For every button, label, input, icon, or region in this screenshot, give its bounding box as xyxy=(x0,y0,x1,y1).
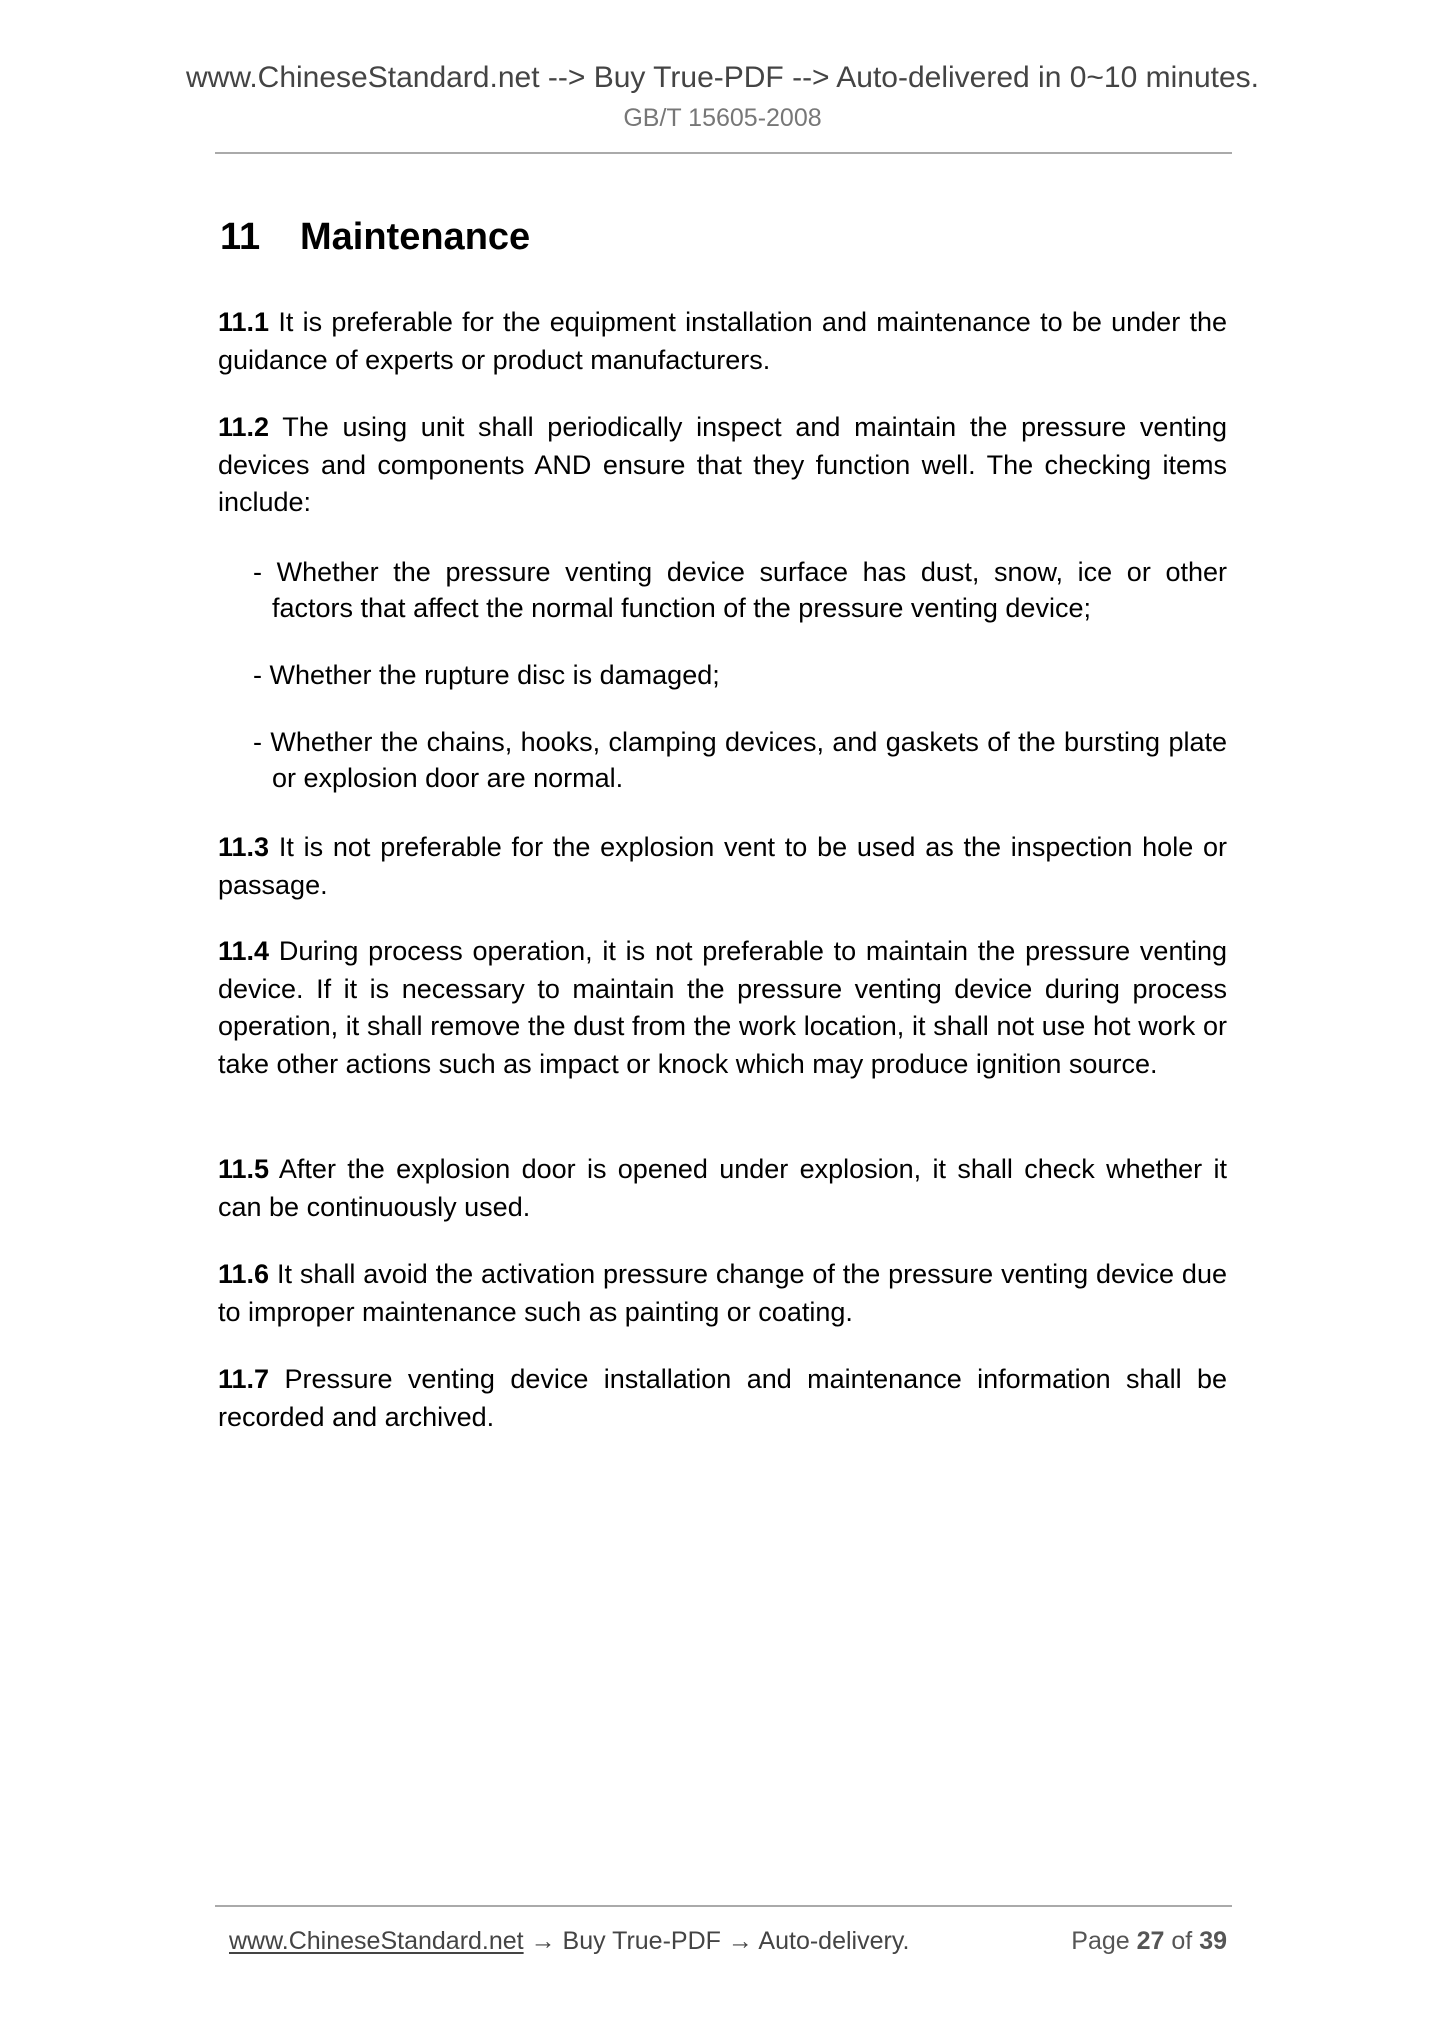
section-title: Maintenance xyxy=(300,216,531,258)
clause-text: It is not preferable for the explosion vent to be used as the inspection hole or passage. xyxy=(218,832,1227,900)
clause-11-5 xyxy=(218,1151,1227,1226)
clause-number: 11.2 xyxy=(218,412,270,442)
clause-text: The using unit shall periodically inspect and maintain the pressure venting devices and components AND ensure that they function well. The checking items include: xyxy=(218,412,1227,517)
clause-number: 11.1 xyxy=(218,307,270,337)
page-of: of xyxy=(1164,1927,1200,1955)
delivery-text: Auto-delivery. xyxy=(758,1927,910,1955)
website-link[interactable]: www.ChineseStandard.net xyxy=(229,1927,524,1955)
buy-text: Buy True-PDF xyxy=(562,1927,721,1955)
page-current: 27 xyxy=(1136,1927,1165,1955)
clause-number: 11.7 xyxy=(218,1364,270,1394)
footer-promo xyxy=(229,1926,909,1956)
clause-number: 11.4 xyxy=(218,936,270,966)
section-number: 11 xyxy=(220,216,261,258)
arrow-right-icon: → xyxy=(523,1927,563,1955)
clause-text: It shall avoid the activation pressure change of the pressure venting device due to improper maintenance such as painting or coating. xyxy=(218,1259,1227,1327)
header-divider xyxy=(215,152,1232,154)
clause-text: During process operation, it is not preferable to maintain the pressure venting device. If it is necessary to maintain the pressure venting device during process operation, it shall remove the dust from the work location, it shall not use hot work or take other actions such as impact or knock which may produce ignition source. xyxy=(218,936,1227,1079)
standard-id: GB/T 15605-2008 xyxy=(623,104,822,132)
page-indicator xyxy=(1062,1926,1227,1956)
checklist-item: - Whether the chains, hooks, clamping devices, and gaskets of the bursting plate or explosion door are normal. xyxy=(253,727,1227,793)
clause-text: After the explosion door is opened under explosion, it shall check whether it can be continuously used. xyxy=(218,1154,1227,1222)
clause-number: 11.3 xyxy=(218,832,270,862)
clause-number: 11.6 xyxy=(218,1259,270,1289)
clause-11-6 xyxy=(218,1256,1227,1331)
header-banner: www.ChineseStandard.net --> Buy True-PDF --> Auto-delivered in 0~10 minutes. xyxy=(185,61,1260,94)
page-total: 39 xyxy=(1199,1927,1227,1955)
clause-11-7 xyxy=(218,1361,1227,1436)
section-heading xyxy=(220,215,530,259)
checklist-item: - Whether the pressure venting device surface has dust, snow, ice or other factors that affect the normal function of the pressure venting device; xyxy=(253,557,1227,623)
clause-11-2 xyxy=(218,409,1227,522)
clause-11-4 xyxy=(218,933,1227,1083)
clause-number: 11.5 xyxy=(218,1154,270,1184)
clause-11-3 xyxy=(218,829,1227,904)
clause-text: Pressure venting device installation and maintenance information shall be recorded and archived. xyxy=(218,1364,1227,1432)
clause-text: It is preferable for the equipment installation and maintenance to be under the guidance of experts or product manufacturers. xyxy=(218,307,1227,375)
checklist-item: - Whether the rupture disc is damaged; xyxy=(253,660,720,690)
page-label: Page xyxy=(1071,1927,1137,1955)
footer-divider xyxy=(215,1905,1232,1907)
clause-11-1 xyxy=(218,304,1227,379)
arrow-right-icon: → xyxy=(720,1927,759,1955)
